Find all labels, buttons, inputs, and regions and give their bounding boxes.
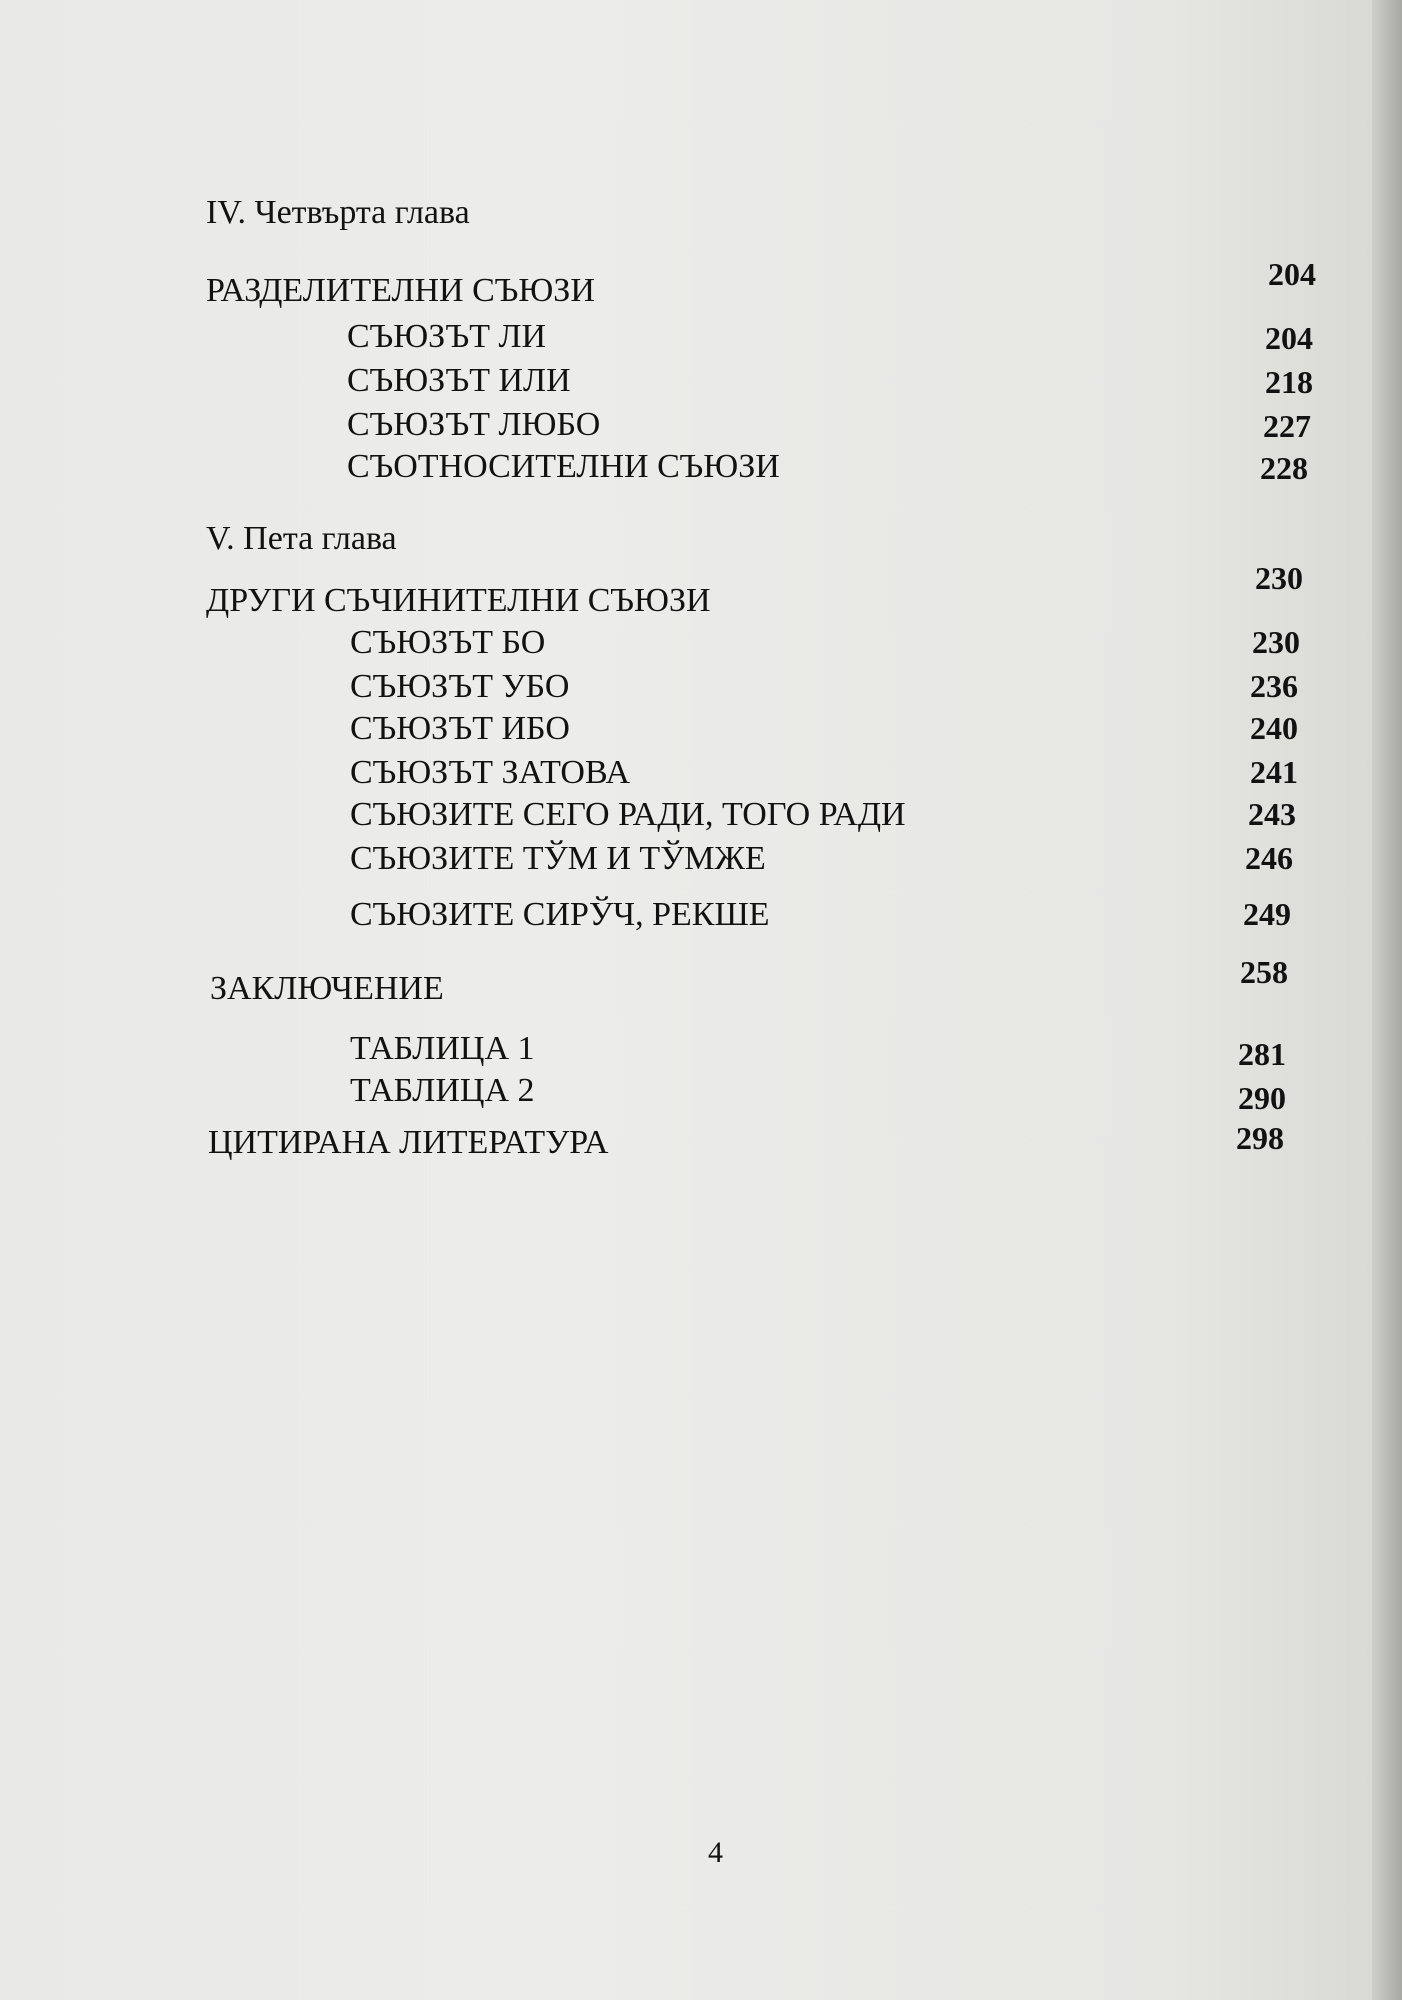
toc-page-number: 236 [1250,668,1298,704]
toc-entry-ili: СЪЮЗЪТ ИЛИ [347,362,571,399]
toc-page-number: 281 [1238,1036,1286,1072]
toc-page-number: 230 [1252,624,1300,660]
toc-entry-table-1: ТАБЛИЦА 1 [350,1030,535,1067]
toc-entry-li: СЪЮЗЪТ ЛИ [347,318,547,355]
toc-chapter-4-heading: IV. Четвърта глава [206,194,470,231]
toc-entry-ibo: СЪЮЗЪТ ИБО [350,710,570,747]
page-edge-shadow [1372,0,1402,2000]
toc-page-number: 290 [1238,1080,1286,1116]
toc-entry-sego-radi: СЪЮЗИТЕ СЕГО РАДИ, ТОГО РАДИ [350,796,906,833]
toc-entry-siruch: СЪЮЗИТЕ СИРЎЧ, РЕКШЕ [350,896,770,933]
toc-entry-other-coordinating-conjunctions: ДРУГИ СЪЧИНИТЕЛНИ СЪЮЗИ [206,582,711,619]
toc-page-number: 218 [1265,364,1313,400]
toc-page-number: 249 [1243,896,1291,932]
toc-page-number: 240 [1250,710,1298,746]
page-number: 4 [708,1836,723,1869]
toc-entry-tum: СЪЮЗИТЕ ТЎМ И ТЎМЖЕ [350,840,766,877]
toc-page-number: 204 [1268,256,1316,292]
toc-page-number: 228 [1260,450,1308,486]
toc-page-number: 298 [1236,1120,1284,1156]
toc-entry-bibliography: ЦИТИРАНА ЛИТЕРАТУРА [208,1124,609,1161]
toc-entry-correlative-conjunctions: СЪОТНОСИТЕЛНИ СЪЮЗИ [347,448,780,485]
toc-entry-bo: СЪЮЗЪТ БО [350,624,546,661]
toc-page-number: 246 [1245,840,1293,876]
toc-entry-conclusion: ЗАКЛЮЧЕНИЕ [210,970,444,1007]
toc-page-number: 241 [1250,754,1298,790]
toc-page-number: 230 [1255,560,1303,596]
toc-page-number: 258 [1240,954,1288,990]
toc-page-number: 227 [1263,408,1311,444]
toc-page-number: 204 [1265,320,1313,356]
toc-entry-ubo: СЪЮЗЪТ УБО [350,668,570,705]
toc-entry-zatova: СЪЮЗЪТ ЗАТОВА [350,754,631,791]
toc-page-number: 243 [1248,796,1296,832]
toc-entry-table-2: ТАБЛИЦА 2 [350,1072,535,1109]
toc-entry-disjunctive-conjunctions: РАЗДЕЛИТЕЛНИ СЪЮЗИ [206,272,595,309]
toc-chapter-5-heading: V. Пета глава [206,520,397,557]
toc-entry-lyubo: СЪЮЗЪТ ЛЮБО [347,406,601,443]
